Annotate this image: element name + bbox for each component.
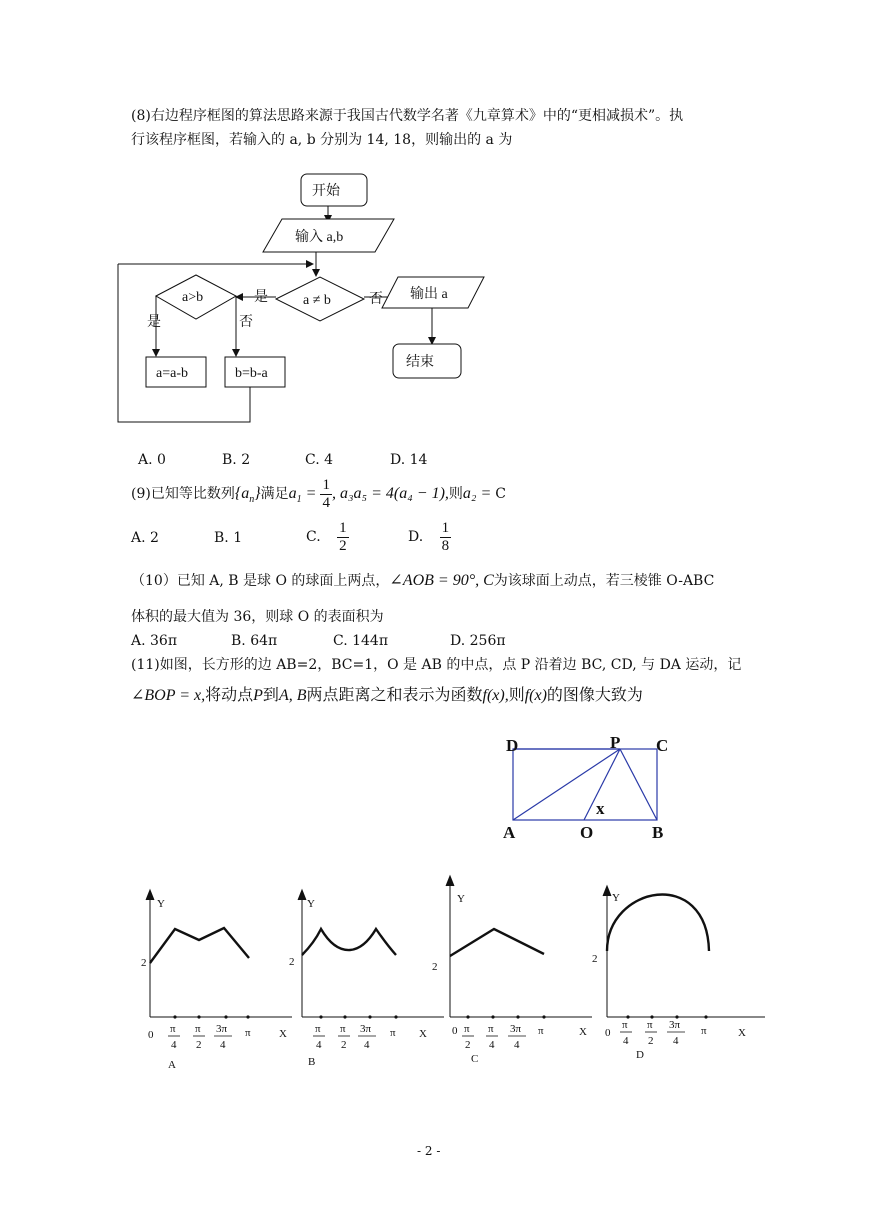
q9-then: 则 bbox=[448, 486, 463, 502]
q9-answer: C bbox=[495, 486, 506, 502]
flow-assign-a-label: a=a-b bbox=[156, 366, 188, 381]
svg-text:Y: Y bbox=[612, 892, 620, 904]
rect-label-x: x bbox=[596, 799, 605, 818]
rect-label-a: A bbox=[503, 823, 516, 842]
flow-output-label: 输出 a bbox=[410, 287, 448, 302]
svg-text:0: 0 bbox=[605, 1027, 611, 1039]
svg-text:X: X bbox=[419, 1028, 427, 1040]
svg-text:3π: 3π bbox=[216, 1023, 228, 1035]
q8-flowchart bbox=[0, 160, 869, 460]
svg-text:4: 4 bbox=[220, 1039, 226, 1051]
svg-text:2: 2 bbox=[592, 953, 598, 965]
q10-option-b: B. 64π bbox=[231, 633, 278, 649]
q8-option-d: D. 14 bbox=[390, 452, 428, 468]
q9-expr3: a₂ = bbox=[462, 485, 492, 502]
svg-text:4: 4 bbox=[623, 1035, 629, 1047]
svg-text:X: X bbox=[579, 1026, 587, 1038]
svg-text:4: 4 bbox=[673, 1035, 679, 1047]
svg-text:Y: Y bbox=[157, 898, 165, 910]
q9-expr1: $a_1$ = bbox=[288, 485, 321, 506]
svg-text:D: D bbox=[636, 1049, 644, 1061]
svg-text:π: π bbox=[464, 1023, 470, 1035]
svg-text:0: 0 bbox=[148, 1029, 154, 1041]
q9-option-b: B. 1 bbox=[214, 530, 243, 546]
q8-text-line2: 行该程序框图，若输入的 a, b 分别为 14, 18，则输出的 a 为 bbox=[131, 132, 513, 148]
svg-text:π: π bbox=[701, 1025, 707, 1037]
q11-line1: (11)如图，长方形的边 AB=2，BC=1，O 是 AB 的中点，点 P 沿着边 BC, CD, 与 DA 运动，记 bbox=[131, 657, 742, 673]
svg-text:π: π bbox=[315, 1023, 321, 1035]
q9-mid: 满足 bbox=[260, 486, 289, 502]
q9-option-c: C. $\frac{1}{2}$ bbox=[306, 519, 347, 554]
flow-cond2-label: a>b bbox=[182, 290, 204, 305]
q9-fraction: $\frac{1}{4}$ bbox=[322, 476, 330, 511]
flow-no1-label: 否 bbox=[369, 292, 383, 307]
page-number: - 2 - bbox=[417, 1144, 441, 1158]
flow-yes1-label: 是 bbox=[254, 290, 268, 305]
svg-text:3π: 3π bbox=[510, 1023, 522, 1035]
flow-yes2-label: 是 bbox=[147, 315, 161, 330]
flow-input-label: 输入 a,b bbox=[295, 230, 344, 245]
q10-option-c: C. 144π bbox=[333, 633, 389, 649]
svg-text:X: X bbox=[738, 1027, 746, 1039]
svg-text:4: 4 bbox=[316, 1039, 322, 1051]
svg-text:A: A bbox=[168, 1059, 176, 1071]
rect-label-o: O bbox=[580, 823, 594, 842]
svg-text:π: π bbox=[170, 1023, 176, 1035]
svg-text:π: π bbox=[647, 1019, 653, 1031]
q10-line1: （10）已知 A, B 是球 O 的球面上两点，∠AOB = 90°, C为该球面上动点，若三棱锥 O-ABC bbox=[131, 572, 715, 589]
q11-line2: ∠BOP = x,将动点P到A, B两点距离之和表示为函数f(x),则f(x)的图像大致为 bbox=[131, 685, 643, 704]
svg-text:π: π bbox=[488, 1023, 494, 1035]
svg-text:4: 4 bbox=[171, 1039, 177, 1051]
q9-prefix: (9)已知等比数列 bbox=[131, 486, 235, 502]
q10-line2: 体积的最大值为 36，则球 O 的表面积为 bbox=[131, 609, 384, 625]
q10-option-a: A. 36π bbox=[131, 633, 178, 649]
svg-text:4: 4 bbox=[364, 1039, 370, 1051]
svg-text:π: π bbox=[195, 1023, 201, 1035]
q8-text-line1: (8)右边程序框图的算法思路来源于我国古代数学名著《九章算术》中的“更相减损术”。执 bbox=[131, 108, 684, 124]
q11-graph-c bbox=[432, 868, 600, 1068]
svg-text:π: π bbox=[622, 1019, 628, 1031]
q11-graph-a bbox=[140, 880, 300, 1080]
q8-option-a: A. 0 bbox=[138, 452, 166, 468]
svg-text:B: B bbox=[308, 1056, 316, 1068]
svg-text:X: X bbox=[279, 1028, 287, 1040]
q8-option-c: C. 4 bbox=[305, 452, 334, 468]
rect-label-p: P bbox=[610, 733, 621, 752]
q9-expr2: , a₃a₅ = 4(a₄ − 1), bbox=[331, 485, 449, 502]
rect-label-b: B bbox=[652, 823, 664, 842]
rect-label-d: D bbox=[506, 736, 519, 755]
rect-label-c: C bbox=[656, 736, 669, 755]
svg-text:2: 2 bbox=[141, 957, 147, 969]
svg-text:2: 2 bbox=[341, 1039, 347, 1051]
q9-seq: $\{a_n\}$ bbox=[234, 485, 261, 506]
svg-text:π: π bbox=[245, 1027, 251, 1039]
svg-text:π: π bbox=[340, 1023, 346, 1035]
svg-text:2: 2 bbox=[432, 961, 438, 973]
svg-text:Y: Y bbox=[457, 893, 465, 905]
svg-text:Y: Y bbox=[307, 898, 315, 910]
svg-text:2: 2 bbox=[648, 1035, 654, 1047]
svg-text:2: 2 bbox=[196, 1039, 202, 1051]
q10-option-d: D. 256π bbox=[450, 633, 506, 649]
svg-text:2: 2 bbox=[465, 1039, 471, 1051]
svg-text:π: π bbox=[538, 1025, 544, 1037]
flow-end-label: 结束 bbox=[406, 355, 434, 370]
flow-no2-label: 否 bbox=[239, 315, 253, 330]
svg-text:3π: 3π bbox=[669, 1019, 681, 1031]
svg-text:4: 4 bbox=[489, 1039, 495, 1051]
svg-text:3π: 3π bbox=[360, 1023, 372, 1035]
svg-text:π: π bbox=[390, 1027, 396, 1039]
q9-text bbox=[131, 476, 506, 518]
flow-cond1-label: a ≠ b bbox=[303, 293, 331, 308]
svg-text:0: 0 bbox=[452, 1025, 458, 1037]
q8-option-b: B. 2 bbox=[222, 452, 251, 468]
q9-option-a: A. 2 bbox=[131, 530, 159, 546]
svg-text:C: C bbox=[471, 1053, 479, 1065]
q11-rectangle-figure bbox=[500, 734, 700, 844]
q11-graph-d bbox=[592, 876, 777, 1076]
q9-option-d: D. $\frac{1}{8}$ bbox=[408, 519, 450, 554]
q11-graph-b bbox=[289, 880, 452, 1080]
flow-start-label: 开始 bbox=[312, 184, 340, 199]
svg-text:4: 4 bbox=[514, 1039, 520, 1051]
svg-text:2: 2 bbox=[289, 956, 295, 968]
flow-assign-b-label: b=b-a bbox=[235, 366, 268, 381]
